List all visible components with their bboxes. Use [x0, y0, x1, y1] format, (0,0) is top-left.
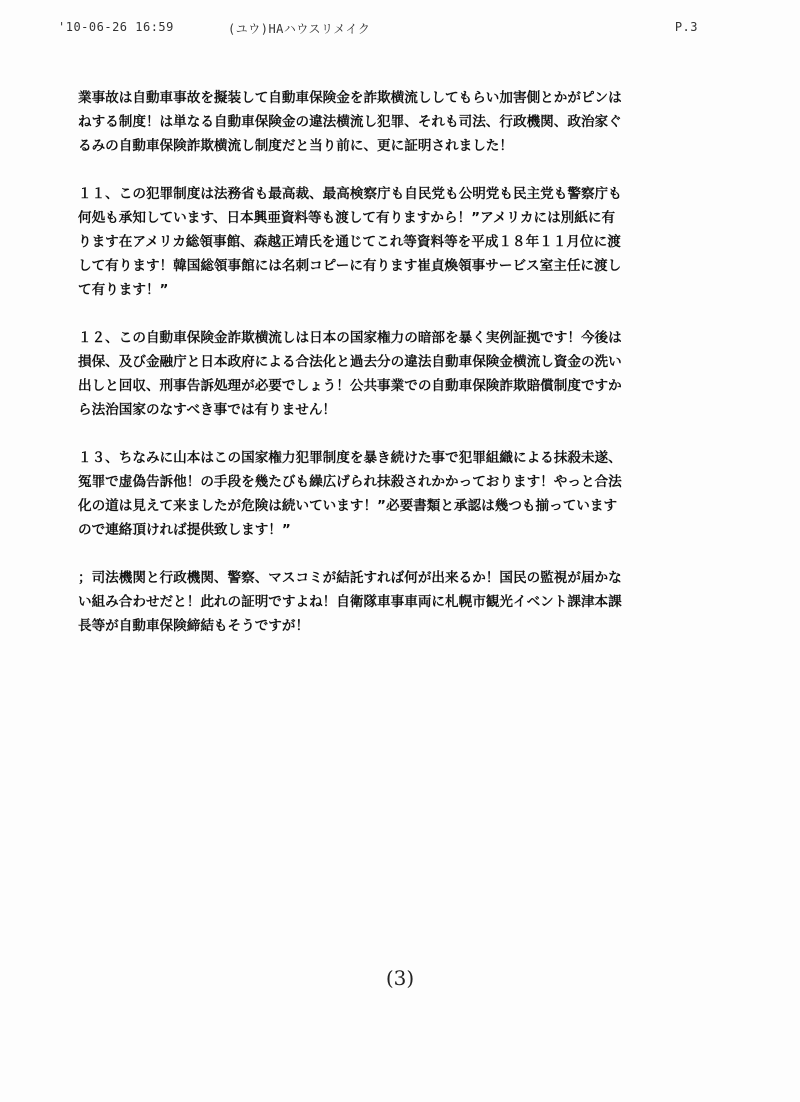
paragraph-line: 冤罪で虚偽告訴他！の手段を幾たびも繰広げられ抹殺されかかっております！やっと合法: [78, 474, 622, 490]
paragraph-item-12: [78, 326, 728, 422]
fax-header: [58, 20, 698, 40]
paragraph-line: て有ります！”: [78, 282, 169, 298]
paragraph-line: ；司法機関と行政機関、警察、マスコミが結託すれば何が出来るか！国民の監視が届かな: [78, 570, 622, 586]
fax-datetime: '10-06-26 16:59: [58, 20, 174, 34]
paragraph-line: ねする制度！は単なる自動車保険金の違法横流し犯罪、それも司法、行政機関、政治家ぐ: [78, 114, 622, 130]
page-number: (3): [385, 966, 415, 990]
paragraph-line: １３、ちなみに山本はこの国家権力犯罪制度を暴き続けた事で犯罪組織による抹殺未遂、: [78, 450, 622, 466]
paragraph-item-11: [78, 182, 728, 302]
paragraph-line: い組み合わせだと！此れの証明ですよね！自衛隊車事車両に札幌市観光イベント課津本課: [78, 594, 622, 610]
document-body: [78, 86, 728, 662]
paragraph-line: 長等が自動車保険締結もそうですが！: [78, 618, 310, 634]
paragraph-intro: [78, 86, 728, 158]
paragraph-item-13: [78, 446, 728, 542]
paragraph-line: 業事故は自動車事故を擬装して自動車保険金を詐欺横流ししてもらい加害側とかがピンは: [78, 90, 622, 106]
paragraph-line: ら法治国家のなすべき事では有りません！: [78, 402, 337, 418]
fax-page-label: P.3: [674, 20, 698, 34]
paragraph-line: 何処も承知しています、日本興亜資料等も渡して有りますから！”アメリカには別紙に有: [78, 210, 616, 226]
paragraph-line: 化の道は見えて来ましたが危険は続いています！”必要書類と承認は幾つも揃っています: [78, 498, 618, 514]
fax-sender: (ユウ)HAハウスリメイク: [228, 22, 371, 36]
paragraph-line: 出しと回収、刑事告訴処理が必要でしょう！公共事業での自動車保険詐欺賠償制度ですか: [78, 378, 622, 394]
paragraph-line: ので連絡頂ければ提供致します！”: [78, 522, 291, 538]
paragraph-line: して有ります！韓国総領事館には名刺コピーに有ります崔貞煥領事サービス室主任に渡し: [78, 258, 622, 274]
paragraph-note: [78, 566, 728, 638]
paragraph-line: ります在アメリカ総領事館、森越正靖氏を通じてこれ等資料等を平成１８年１１月位に渡: [78, 234, 621, 250]
paragraph-line: るみの自動車保険詐欺横流し制度だと当り前に、更に証明されました！: [78, 138, 513, 154]
paragraph-line: １２、この自動車保険金詐欺横流しは日本の国家権力の暗部を暴く実例証拠です！今後は: [78, 330, 622, 346]
paragraph-line: １１、この犯罪制度は法務省も最高裁、最高検察庁も自民党も公明党も民主党も警察庁も: [78, 186, 622, 202]
paragraph-line: 損保、及び金融庁と日本政府による合法化と過去分の違法自動車保険金横流し資金の洗い: [78, 354, 622, 370]
